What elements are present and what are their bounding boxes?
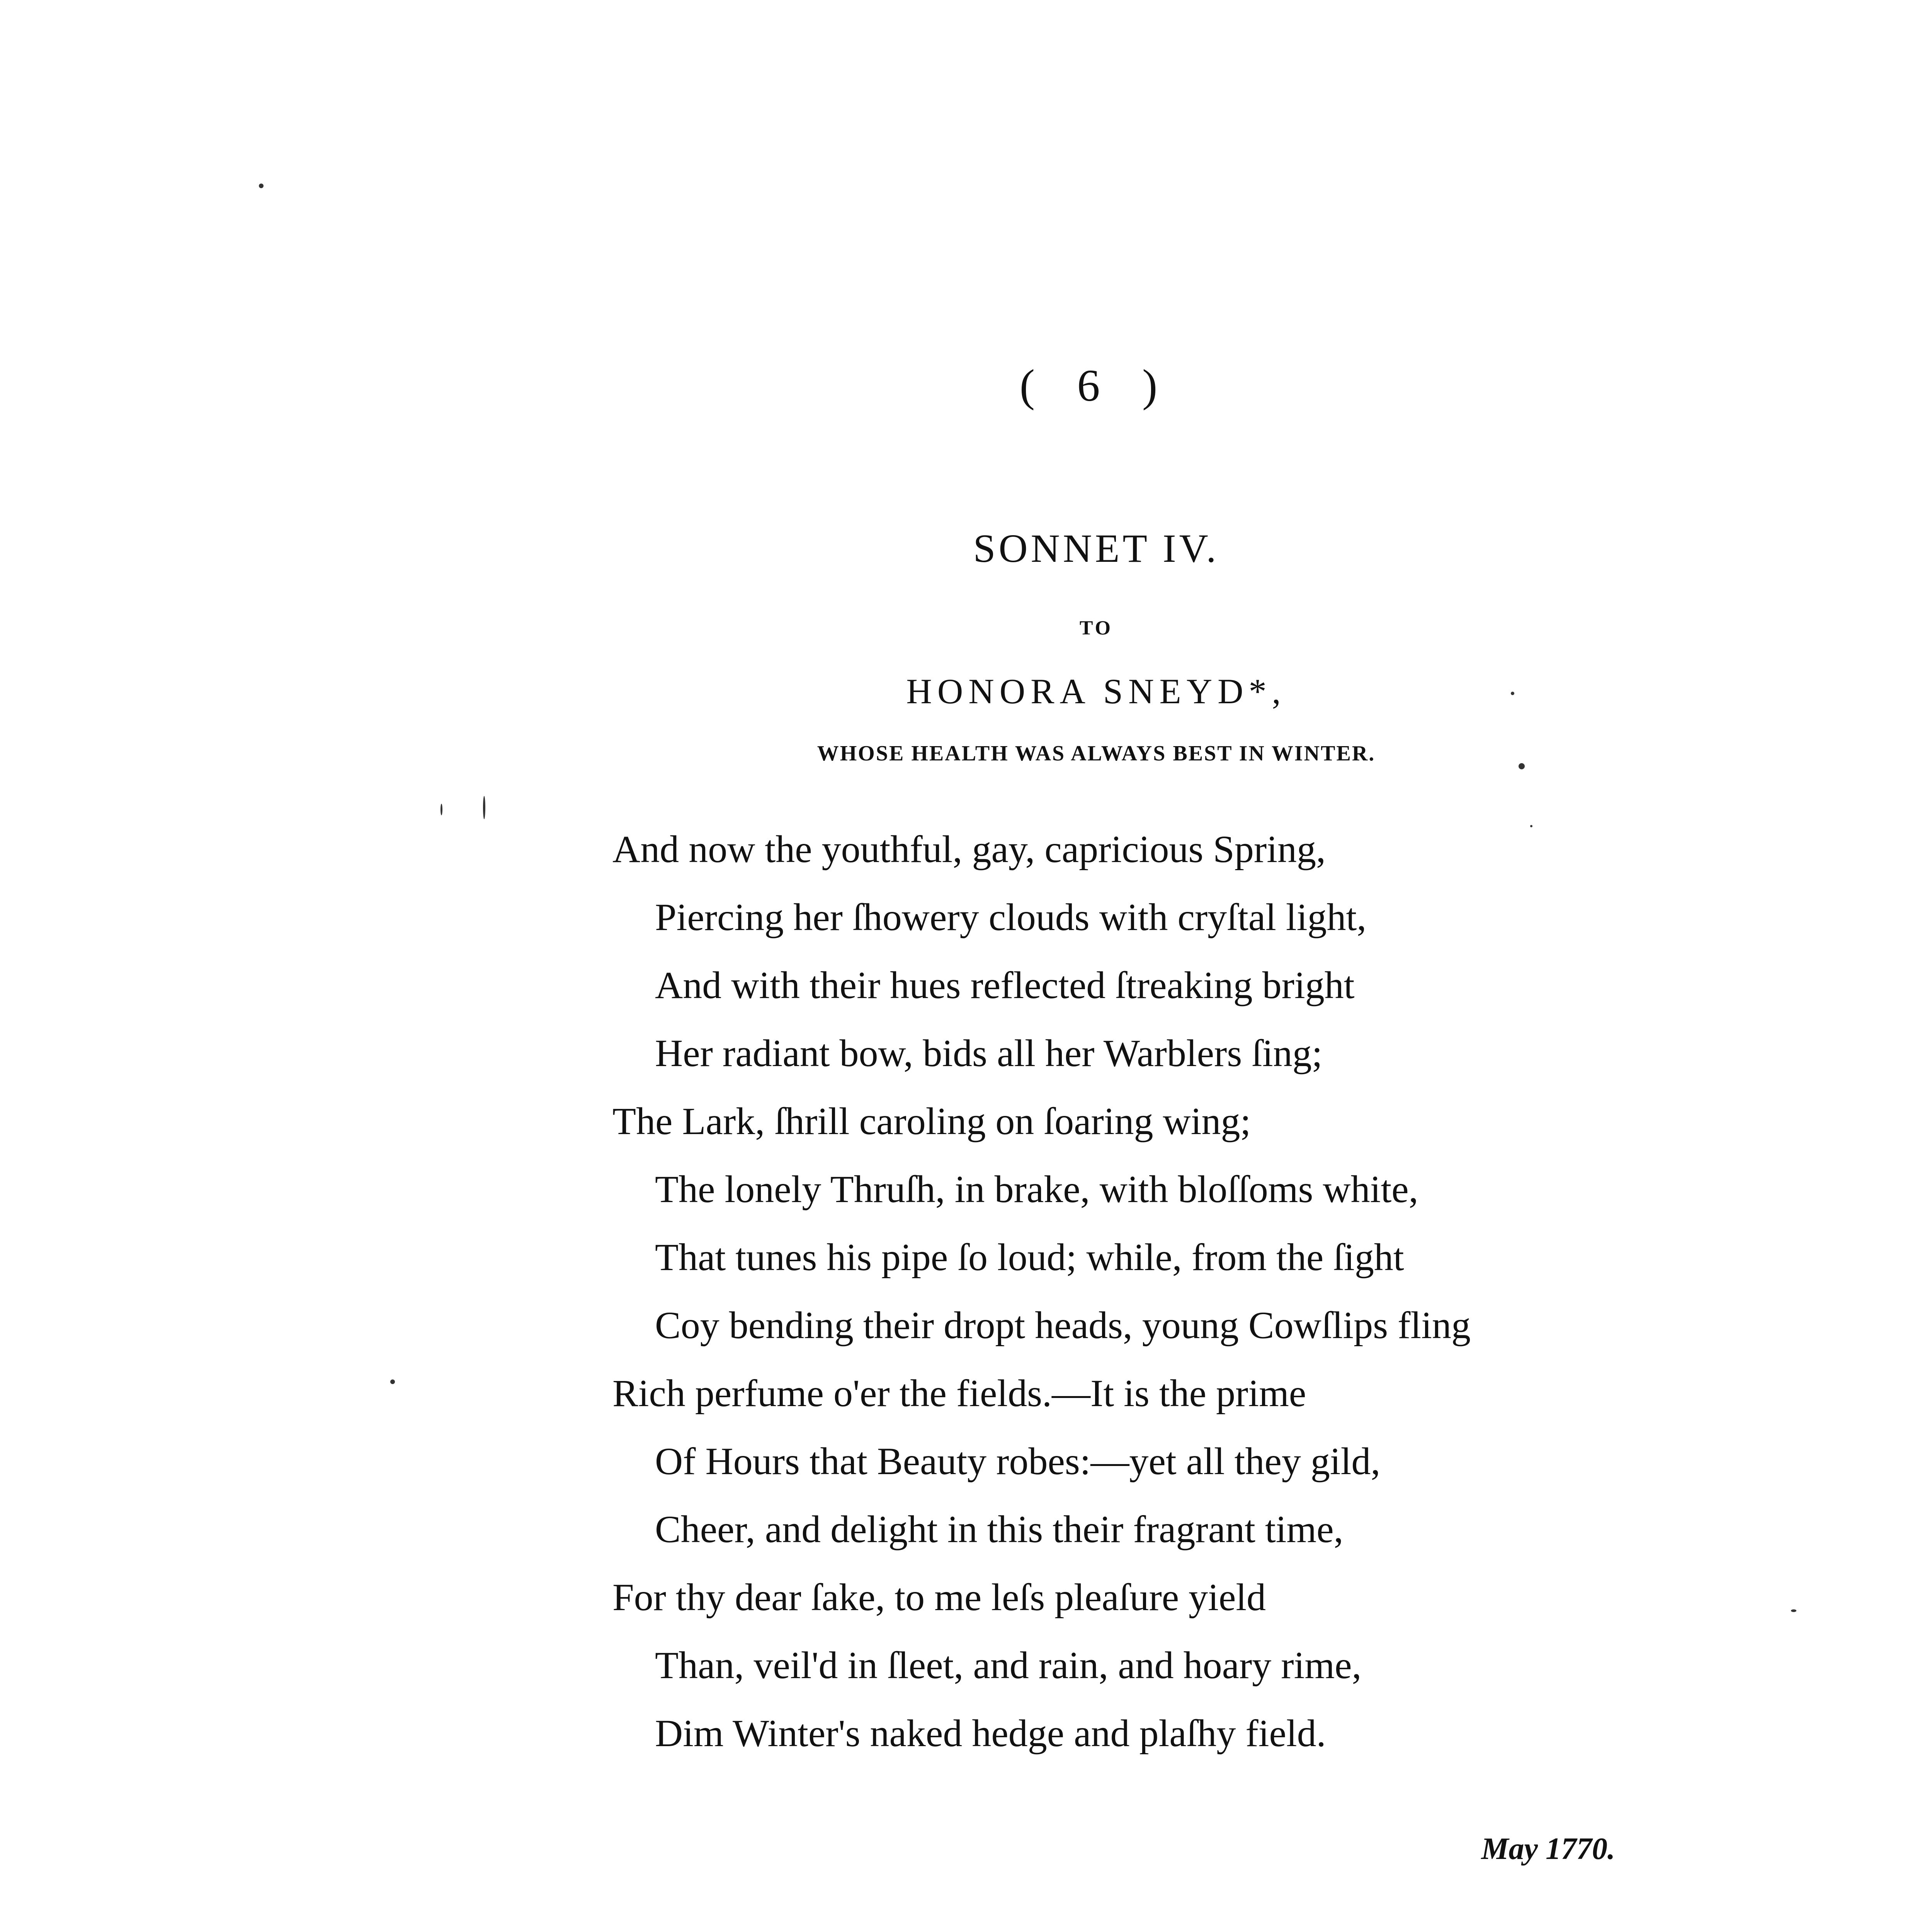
dedicatee-name: HONORA SNEYD*, <box>906 672 1286 711</box>
sonnet-title: SONNET IV. <box>973 526 1219 571</box>
dedication-to: TO <box>1079 617 1113 639</box>
poem-line: Cheer, and delight in this their fragrant time, <box>655 1508 1344 1551</box>
scan-speck <box>390 1379 395 1384</box>
poem-body <box>612 815 1694 1767</box>
scan-speck <box>440 804 442 815</box>
poem-line: Coy bending their dropt heads, young Cowſlips fling <box>655 1304 1471 1347</box>
poem-line: Rich perfume o'er the fields.—It is the prime <box>612 1372 1306 1415</box>
poem-line: Of Hours that Beauty robes:—yet all they gild, <box>655 1440 1381 1483</box>
poem-line: And now the youthful, gay, capricious Spring, <box>612 828 1326 871</box>
scan-speck <box>259 184 264 188</box>
poem-line: For thy dear ſake, to me leſs pleaſure yield <box>612 1576 1266 1619</box>
poem-line: Piercing her ſhowery clouds with cryſtal light, <box>655 896 1367 939</box>
poem-line: Her radiant bow, bids all her Warblers ſing; <box>655 1032 1323 1075</box>
scan-speck <box>483 796 485 819</box>
scan-speck <box>1530 825 1532 827</box>
poem-line: The Lark, ſhrill caroling on ſoaring wing; <box>612 1100 1251 1143</box>
poem-line: Than, veil'd in ſleet, and rain, and hoary rime, <box>655 1644 1362 1687</box>
dedication-subtitle: WHOSE HEALTH WAS ALWAYS BEST IN WINTER. <box>817 742 1376 765</box>
poem-line: The lonely Thruſh, in brake, with bloſſoms white, <box>655 1168 1418 1211</box>
scan-speck <box>1511 692 1514 695</box>
poem-line: And with their hues reflected ſtreaking bright <box>655 964 1355 1007</box>
scan-speck <box>1519 763 1525 769</box>
poem-line: That tunes his pipe ſo loud; while, from the ſight <box>655 1236 1404 1279</box>
scan-speck <box>1791 1609 1796 1612</box>
poem-line: Dim Winter's naked hedge and plaſhy field. <box>655 1712 1326 1755</box>
page-number: ( 6 ) <box>1019 360 1173 411</box>
poem-date: May 1770. <box>1481 1832 1615 1866</box>
